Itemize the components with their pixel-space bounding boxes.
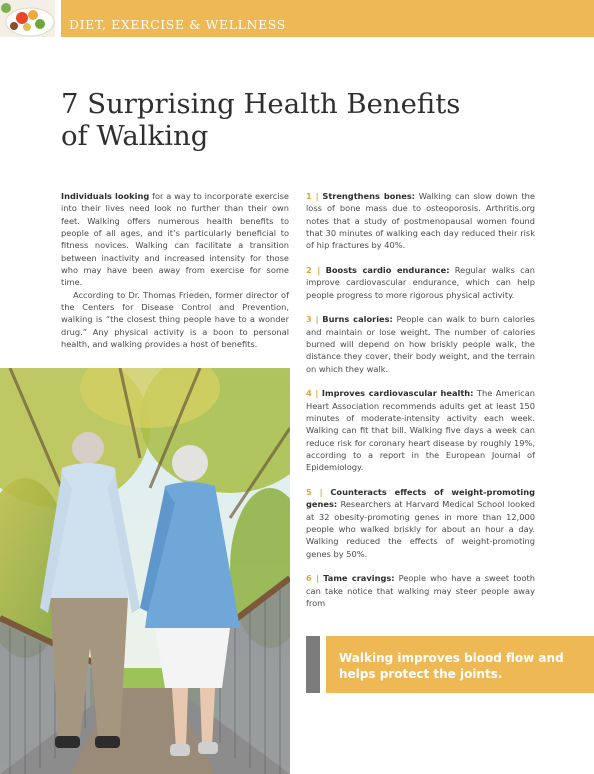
benefit-heading: Boosts cardio endurance: <box>325 265 450 276</box>
benefit-text: People can walk to burn calories and maintain or lose weight. The number of calories burned will depend on how briskly people walk, the distance they cover, their body weight, and the terrain on which they walk. <box>306 314 535 374</box>
benefit-text: The American Heart Association recommends adults get at least 150 minutes of moderate-intensity activity each week. Walking can fit that bill. Walking five days a week can reduce risk for coronary heart disease by roughly 19%, according to a report in the European Journal of Epidemiology. <box>306 388 535 473</box>
benefits-column <box>306 190 535 622</box>
intro-paragraph-2: According to Dr. Thomas Frieden, former director of the Centers for Disease Control and Prevention, walking is “the closest thing people have to a wonder drug.” Any physical activity is a boon to personal health, and walking provides a host of benefits. <box>61 289 289 350</box>
benefit-heading: Burns calories: <box>322 314 393 325</box>
section-label: DIET, EXERCISE & WELLNESS <box>69 17 286 32</box>
benefit-heading: Counteracts effects of weight-promoting genes: <box>306 487 535 510</box>
benefit-number: 2 | <box>306 265 321 276</box>
title-line-2: of Walking <box>61 120 209 152</box>
section-header-bar <box>61 0 594 37</box>
header-thumbnail-image <box>0 0 55 37</box>
benefit-number: 4 | <box>306 388 319 399</box>
intro-lead: Individuals looking <box>61 191 150 201</box>
pull-quote-text: Walking improves blood flow and helps protect the joints. <box>339 651 564 681</box>
pull-quote-box <box>326 636 594 693</box>
benefit-item <box>306 313 535 375</box>
benefit-text: Walking can slow down the loss of bone mass due to osteoporosis. Arthritis.org notes that a study of postmenopausal women found that 30 minutes of walking each day reduced their risk of hip fractures by 40%. <box>306 191 535 251</box>
benefit-number: 5 | <box>306 487 323 498</box>
benefit-item <box>306 190 535 252</box>
benefit-text: Researchers at Harvard Medical School looked at 32 obesity-promoting genes in more than 12,000 people who walked briskly for about an hour a day. Walking reduced the effects of weight-promoting genes by 50%. <box>306 499 535 559</box>
couple-walking-photo <box>0 368 290 774</box>
article-title <box>61 88 501 152</box>
intro-paragraph-1-text: for a way to incorporate exercise into their lives need look no further than their own feet. Walking offers numerous health benefits to people of all ages, and it’s particularly beneficial to fitness novices. Walking can facilitate a transition between inactivity and increased intensity for those who may have been away from exercise for some time. <box>61 191 289 288</box>
benefit-text: Regular walks can improve cardiovascular endurance, which can help people progress to more rigorous physical activity. <box>306 265 535 300</box>
benefit-item <box>306 264 535 301</box>
benefit-text: People who have a sweet tooth can take notice that walking may steer people away from <box>306 573 535 609</box>
benefit-heading: Improves cardiovascular health: <box>321 388 474 399</box>
callout-accent-bar <box>306 636 320 693</box>
benefit-item <box>306 572 535 609</box>
intro-column <box>61 190 289 350</box>
benefit-heading: Strengthens bones: <box>322 191 416 201</box>
benefit-number: 6 | <box>306 573 320 584</box>
benefit-item <box>306 486 535 560</box>
title-line-1: 7 Surprising Health Benefits <box>61 88 461 120</box>
benefit-item <box>306 387 535 473</box>
benefit-heading: Tame cravings: <box>323 573 395 584</box>
benefit-number: 1 | <box>306 191 319 201</box>
benefit-number: 3 | <box>306 314 319 325</box>
intro-paragraph-1 <box>61 190 289 289</box>
